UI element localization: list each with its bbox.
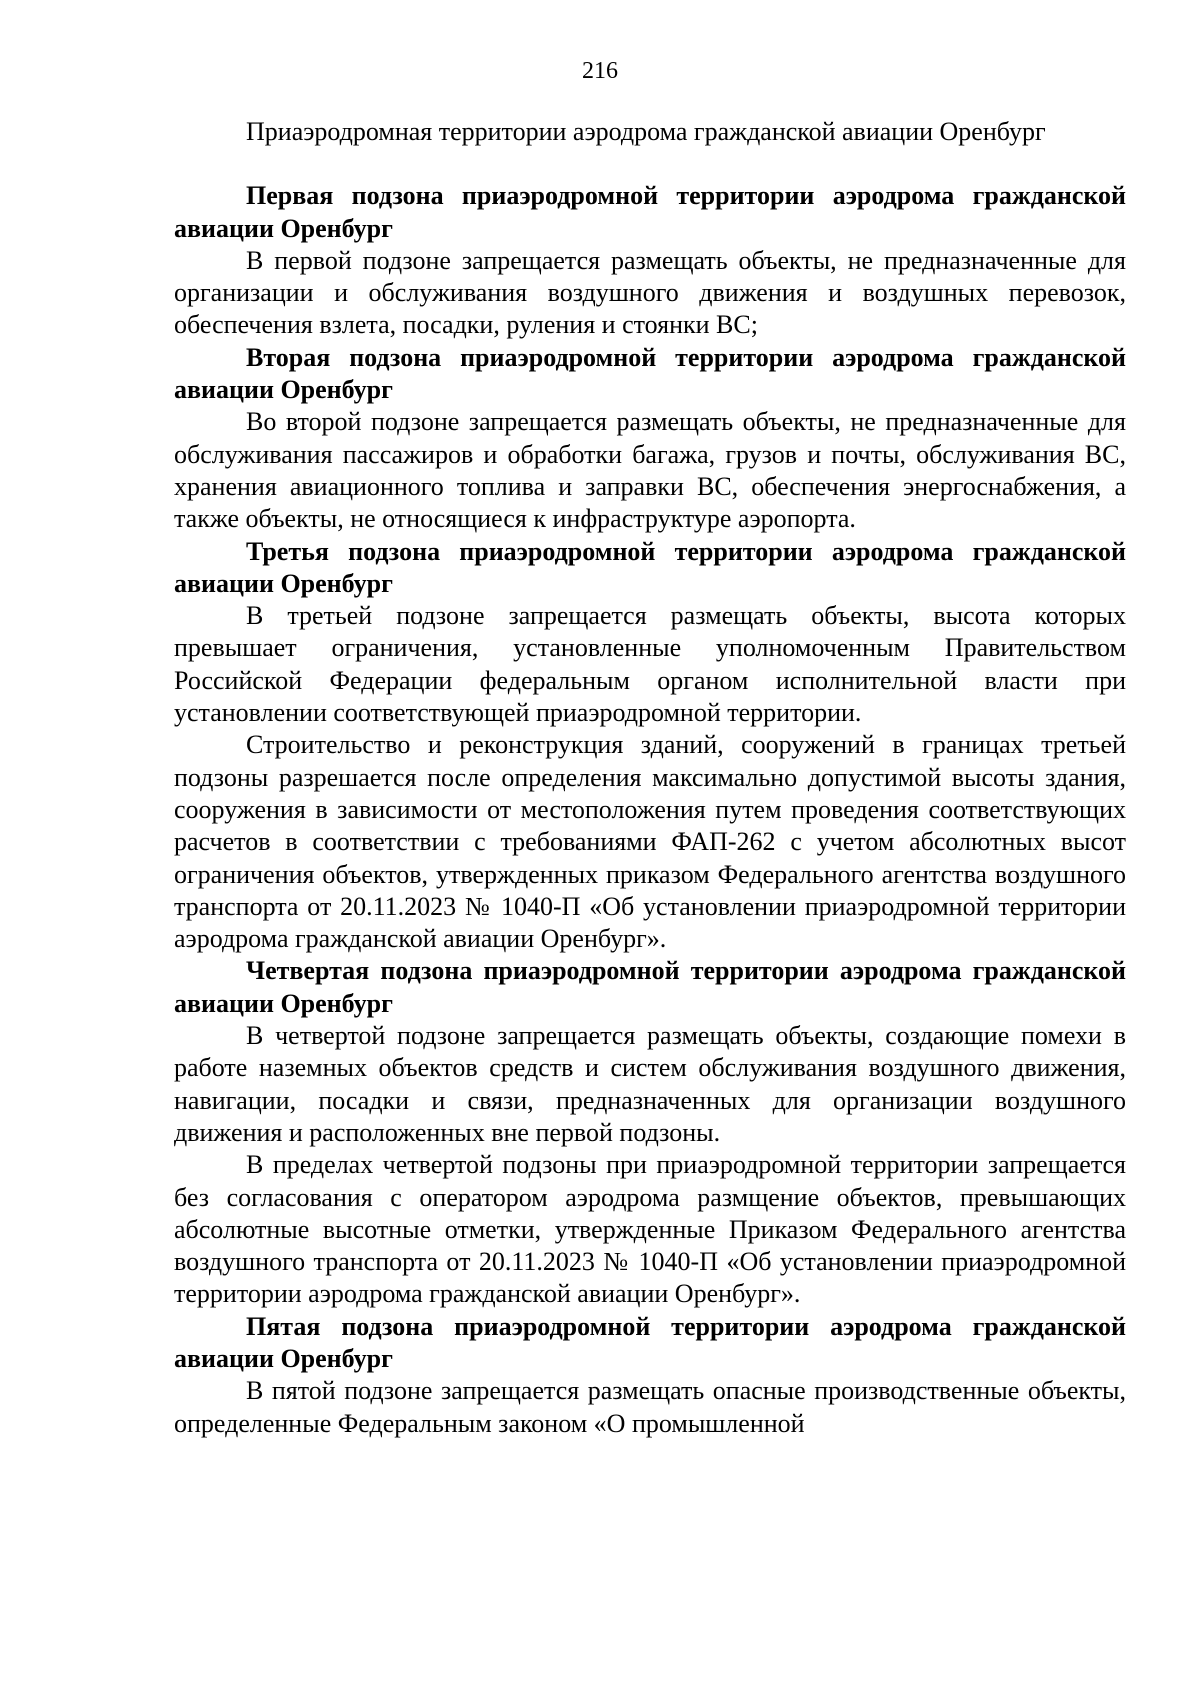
section-heading-second-subzone: Вторая подзона приаэродромной территории аэродрома гражданской авиации Оренбург — [174, 342, 1126, 405]
blank-line — [174, 148, 1126, 180]
section-heading-fourth-subzone: Четвертая подзона приаэродромной территории аэродрома гражданской авиации Оренбург — [174, 956, 1126, 1018]
document-body — [174, 116, 1126, 1440]
section-heading-fifth-subzone: Пятая подзона приаэродромной территории аэродрома гражданской авиации Оренбург — [174, 1311, 1126, 1373]
document-title-paragraph: Приаэродромная территории аэродрома гражданской авиации Оренбург — [246, 117, 1046, 146]
section-paragraph: В первой подзоне запрещается размещать объекты, не предназначенные для организации и обслуживания воздушного движения и воздушных перевозок, обеспечения взлета, посадки, руления и стоянки ВС; — [174, 245, 1126, 340]
section-paragraph: В третьей подзоне запрещается размещать объекты, высота которых превышает ограничения, установленные уполномоченным Правительством Российской Федерации федеральным органом исполнительной власти при установлении соответствующей приаэродромной территории. — [174, 601, 1126, 728]
section-paragraph: В пределах четвертой подзоны при приаэродромной территории запрещается без согласования с оператором аэродрома размщение объектов, превышающих абсолютные высотные отметки, утвержденные Приказом Федерального агентства воздушного транспорта от 20.11.2023 № 1040-П «Об установлении приаэродромной территории аэродрома гражданской авиации Оренбург». — [174, 1150, 1126, 1309]
page-number: 216 — [582, 58, 618, 84]
section-paragraph: В пятой подзоне запрещается размещать опасные производственные объекты, определенные Федеральным законом «О промышленной — [174, 1376, 1126, 1438]
section-paragraph: Во второй подзоне запрещается размещать объекты, не предназначенные для обслуживания пассажиров и обработки багажа, грузов и почты, обслуживания ВС, хранения авиационного топлива и заправки ВС, обеспечения энергоснабжения, а также объекты, не относящиеся к инфраструктуре аэропорта. — [174, 407, 1126, 534]
section-paragraph: В четвертой подзоне запрещается размещать объекты, создающие помехи в работе наземных объектов средств и систем обслуживания воздушного движения, навигации, посадки и связи, предназначенных для организации воздушного движения и расположенных вне первой подзоны. — [174, 1021, 1126, 1147]
section-heading-first-subzone: Первая подзона приаэродромной территории аэродрома гражданской авиации Оренбург — [174, 181, 1126, 243]
section-paragraph: Строительство и реконструкция зданий, сооружений в границах третьей подзоны разрешается после определения максимально допустимой высоты здания, сооружения в зависимости от местоположения путем проведения соответствующих расчетов в соответствии с требованиями ФАП-262 с учетом абсолютных высот ограничения объектов, утвержденных приказом Федерального агентства воздушного транспорта от 20.11.2023 № 1040-П «Об установлении приаэродромной территории аэродрома гражданской авиации Оренбург». — [174, 730, 1126, 954]
section-heading-third-subzone: Третья подзона приаэродромной территории аэродрома гражданской авиации Оренбург — [174, 536, 1126, 598]
